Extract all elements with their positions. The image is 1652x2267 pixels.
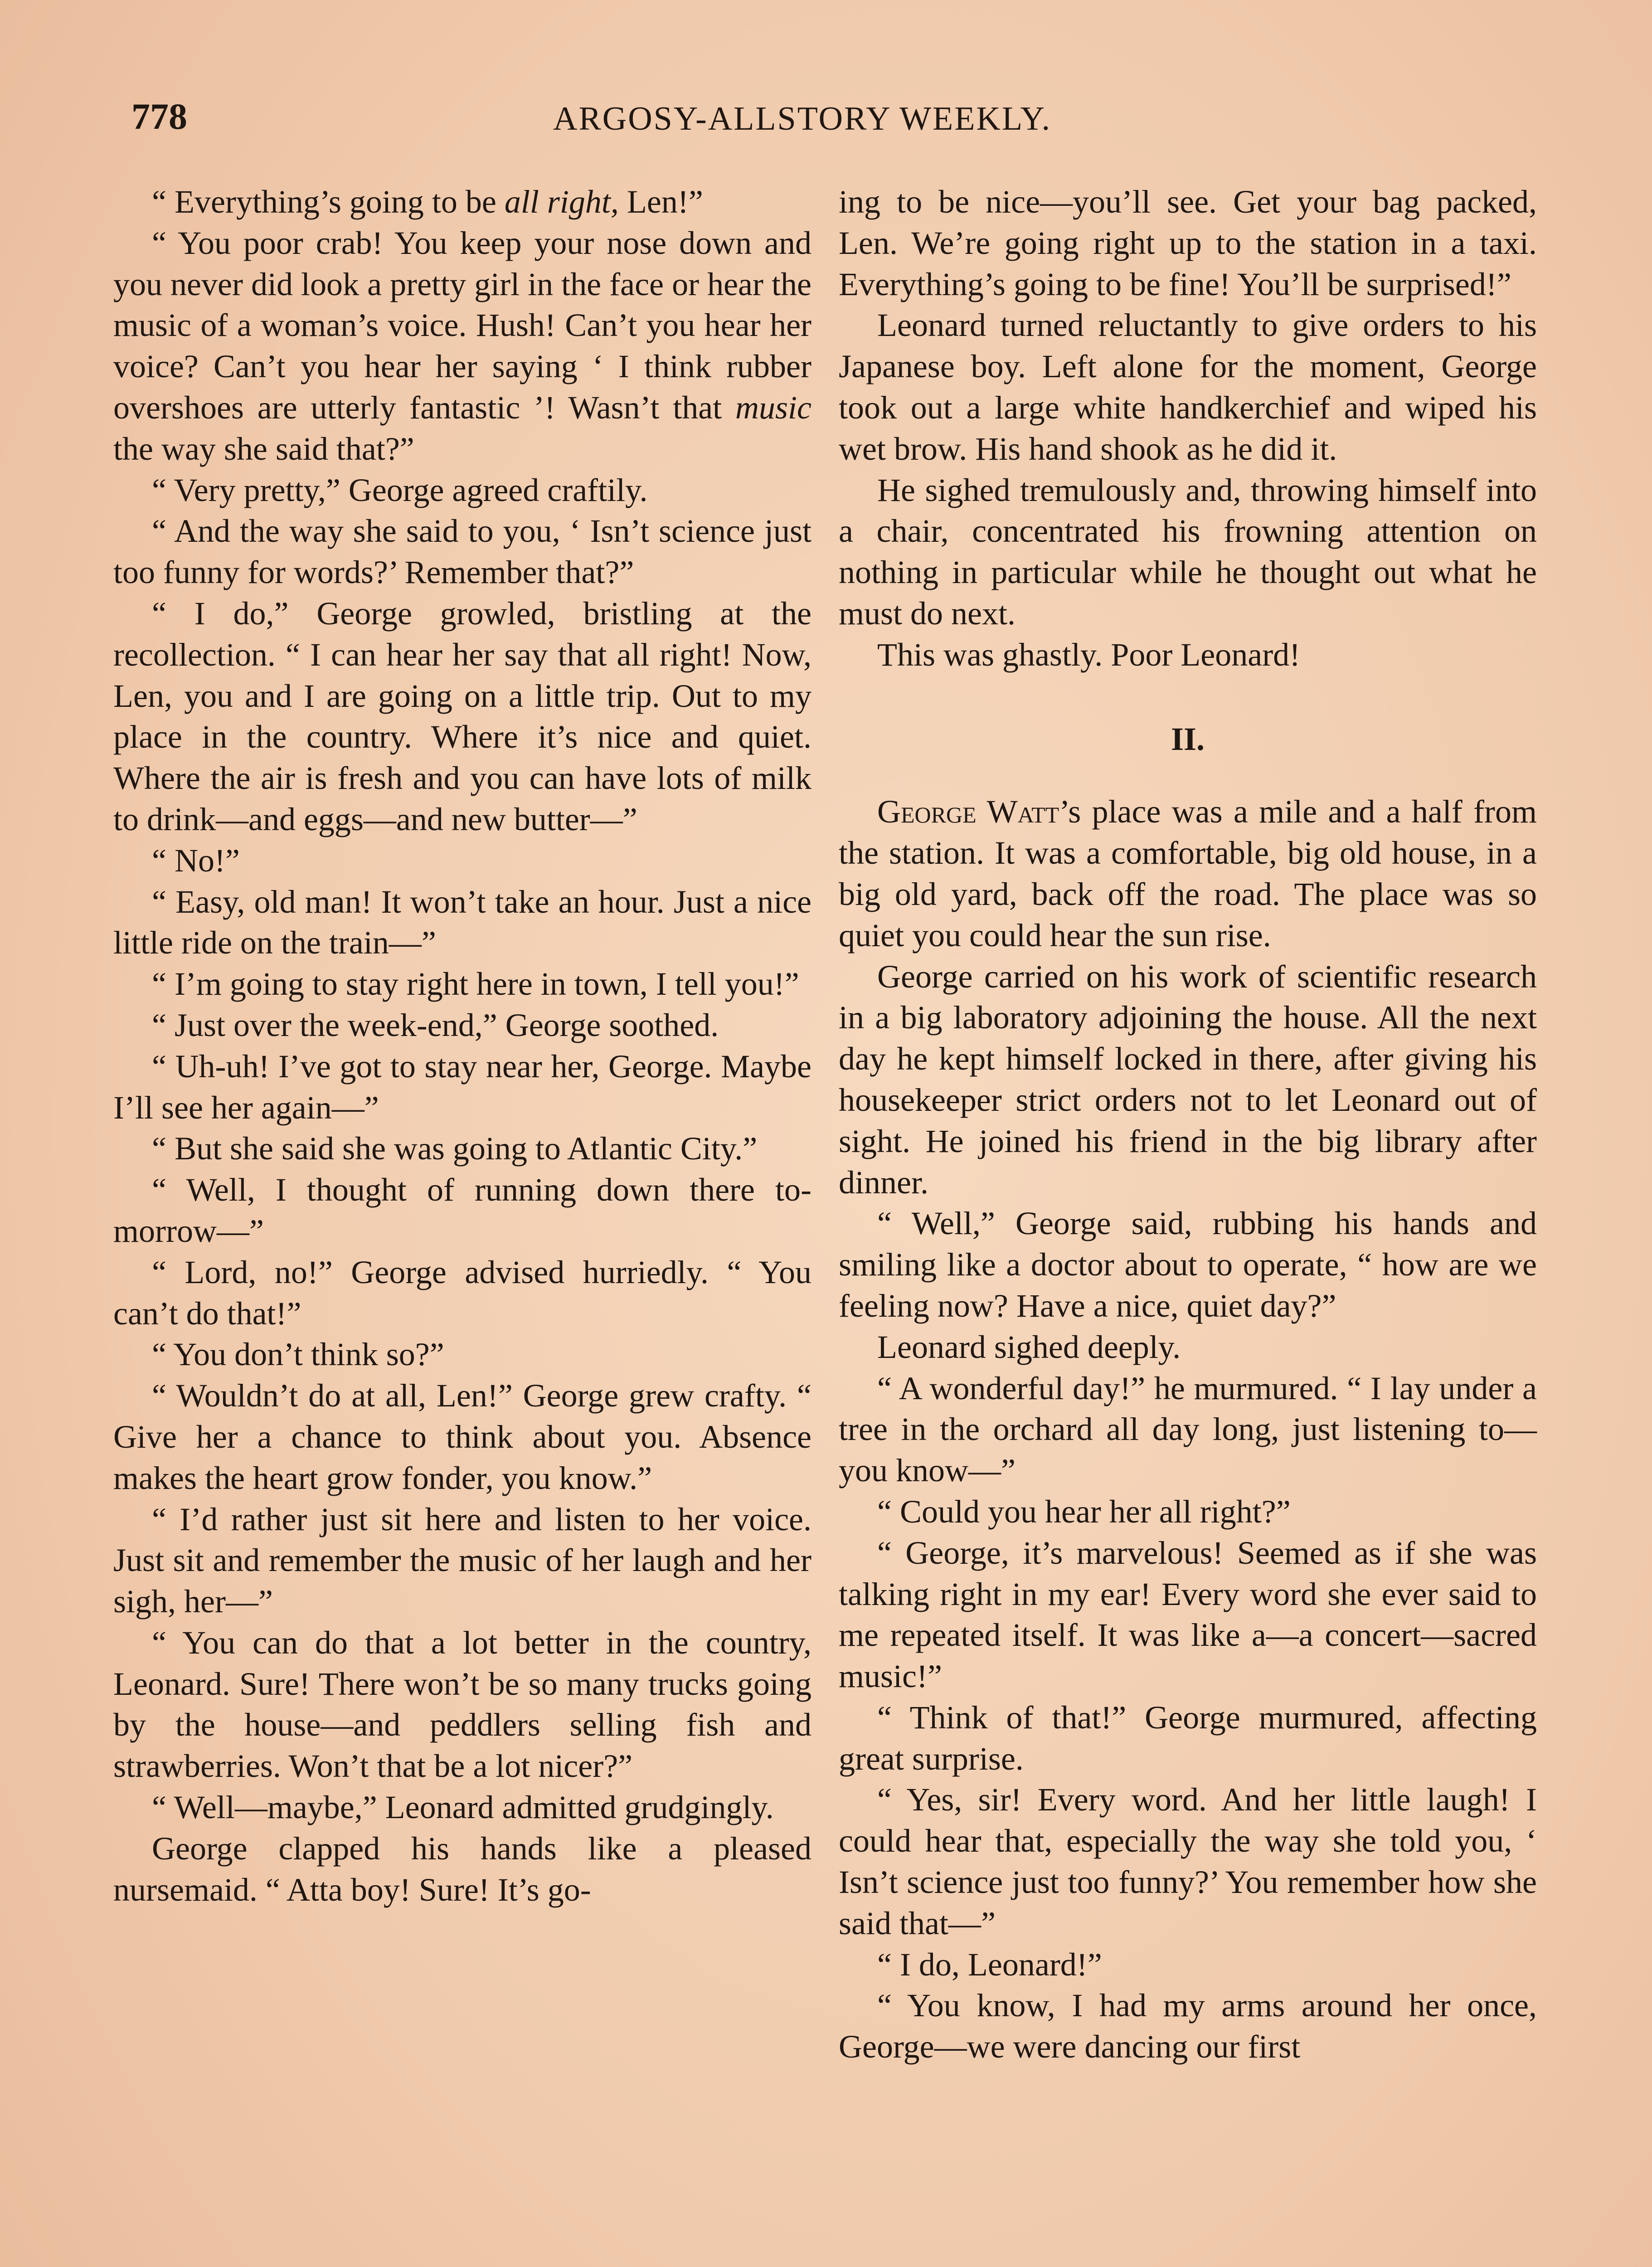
paragraph: Leonard sighed deeply. <box>877 1328 1181 1365</box>
paragraph: This was ghastly. Poor Leonard! <box>877 636 1301 673</box>
paragraph: “ No!” <box>152 842 240 879</box>
paragraph: “ And the way she said to you, ‘ Isn’t science just too funny for words?’ Remember that?” <box>113 513 811 591</box>
paragraph: “ Well—maybe,” Leonard admitted grudgingly. <box>152 1789 774 1826</box>
paragraph: “ Very pretty,” George agreed craftily. <box>152 472 648 508</box>
paragraph: “ Wouldn’t do at all, Len!” George grew crafty. “ Give her a chance to think about you. Absence makes the heart grow fonder, you know.” <box>113 1377 811 1496</box>
section-heading: II. <box>1171 720 1205 757</box>
page-number: 778 <box>131 96 187 137</box>
paragraph: ing to be nice—you’ll see. Get your bag packed, Len. We’re going right up to the station in a taxi. Everything’s going to be fine! You’ll be surprised!” <box>839 184 1537 302</box>
paragraph: “ But she said she was going to Atlantic City.” <box>152 1130 758 1167</box>
paragraph: Leonard turned reluctantly to give orders to his Japanese boy. Left alone for the moment, George took out a large white handkerchief and wiped his wet brow. His hand shook as he did it. <box>839 307 1537 467</box>
paragraph: “ Everything’s going to be all right, Len!” <box>152 184 703 220</box>
paragraph: “ George, it’s marvelous! Seemed as if she was talking right in my ear! Every word she ever said to me repeated itself. It was like a—a concert—sacred music!” <box>839 1534 1537 1695</box>
paragraph: “ Just over the week-end,” George soothed. <box>152 1007 719 1043</box>
paragraph: “ Could you hear her all right?” <box>877 1493 1291 1530</box>
paragraph: “ Yes, sir! Every word. And her little laugh! I could hear that, especially the way she told you, ‘ Isn’t science just too funny?’ You remember how she said that—” <box>839 1781 1537 1941</box>
paragraph: “ Uh-uh! I’ve got to stay near her, George. Maybe I’ll see her again—” <box>113 1048 811 1126</box>
paragraph: He sighed tremulously and, throwing himself into a chair, concentrated his frowning attention on nothing in particular while he thought out what he must do next. <box>839 472 1537 632</box>
paragraph: “ You can do that a lot better in the country, Leonard. Sure! There won’t be so many trucks going by the house—and peddlers selling fish and strawberries. Won’t that be a lot nicer?” <box>113 1624 811 1785</box>
right-column <box>839 181 1537 2068</box>
paragraph: “ Easy, old man! It won’t take an hour. Just a nice little ride on the train—” <box>113 883 811 961</box>
paragraph: “ You know, I had my arms around her once, George—we were dancing our first <box>839 1987 1537 2065</box>
page-header <box>122 95 1142 159</box>
paragraph: “ I’d rather just sit here and listen to her voice. Just sit and remember the music of her laugh and her sigh, her—” <box>113 1501 811 1620</box>
left-column <box>113 181 811 1910</box>
paragraph: “ Think of that!” George murmured, affecting great surprise. <box>839 1699 1537 1777</box>
running-head: ARGOSY-ALLSTORY WEEKLY. <box>553 100 1052 137</box>
paragraph: George Watt’s place was a mile and a half from the station. It was a comfortable, big old house, in a big old yard, back off the road. The place was so quiet you could hear the sun rise. <box>839 793 1537 954</box>
paragraph: “ I’m going to stay right here in town, I tell you!” <box>152 966 799 1002</box>
paragraph: “ You don’t think so?” <box>152 1336 444 1373</box>
paragraph: “ I do, Leonard!” <box>877 1946 1102 1983</box>
paragraph: “ Well,” George said, rubbing his hands and smiling like a doctor about to operate, “ how are we feeling now? Have a nice, quiet day?” <box>839 1205 1537 1324</box>
paragraph: George clapped his hands like a pleased nursemaid. “ Atta boy! Sure! It’s go- <box>113 1830 811 1908</box>
paragraph: “ A wonderful day!” he murmured. “ I lay under a tree in the orchard all day long, just listening to—you know—” <box>839 1370 1537 1489</box>
paragraph: “ Well, I thought of running down there to-morrow—” <box>113 1172 811 1249</box>
paragraph: “ You poor crab! You keep your nose down and you never did look a pretty girl in the face or hear the music of a woman’s voice. Hush! Can’t you hear her voice? Can’t you hear her saying ‘ I think rubber overshoes are utterly fantastic ’! Wasn’t that music the way she said that?” <box>113 224 811 467</box>
paragraph: George carried on his work of scientific research in a big laboratory adjoining the house. All the next day he kept himself locked in there, after giving his housekeeper strict orders not to let Leonard out of sight. He joined his friend in the big library after dinner. <box>839 958 1537 1201</box>
paragraph: “ I do,” George growled, bristling at the recollection. “ I can hear her say that all right! Now, Len, you and I are going on a little trip. Out to my place in the country. Where it’s nice and quiet. Where the air is fresh and you can have lots of milk to drink—and eggs—and new butter—” <box>113 595 811 837</box>
paragraph: “ Lord, no!” George advised hurriedly. “ You can’t do that!” <box>113 1254 811 1332</box>
